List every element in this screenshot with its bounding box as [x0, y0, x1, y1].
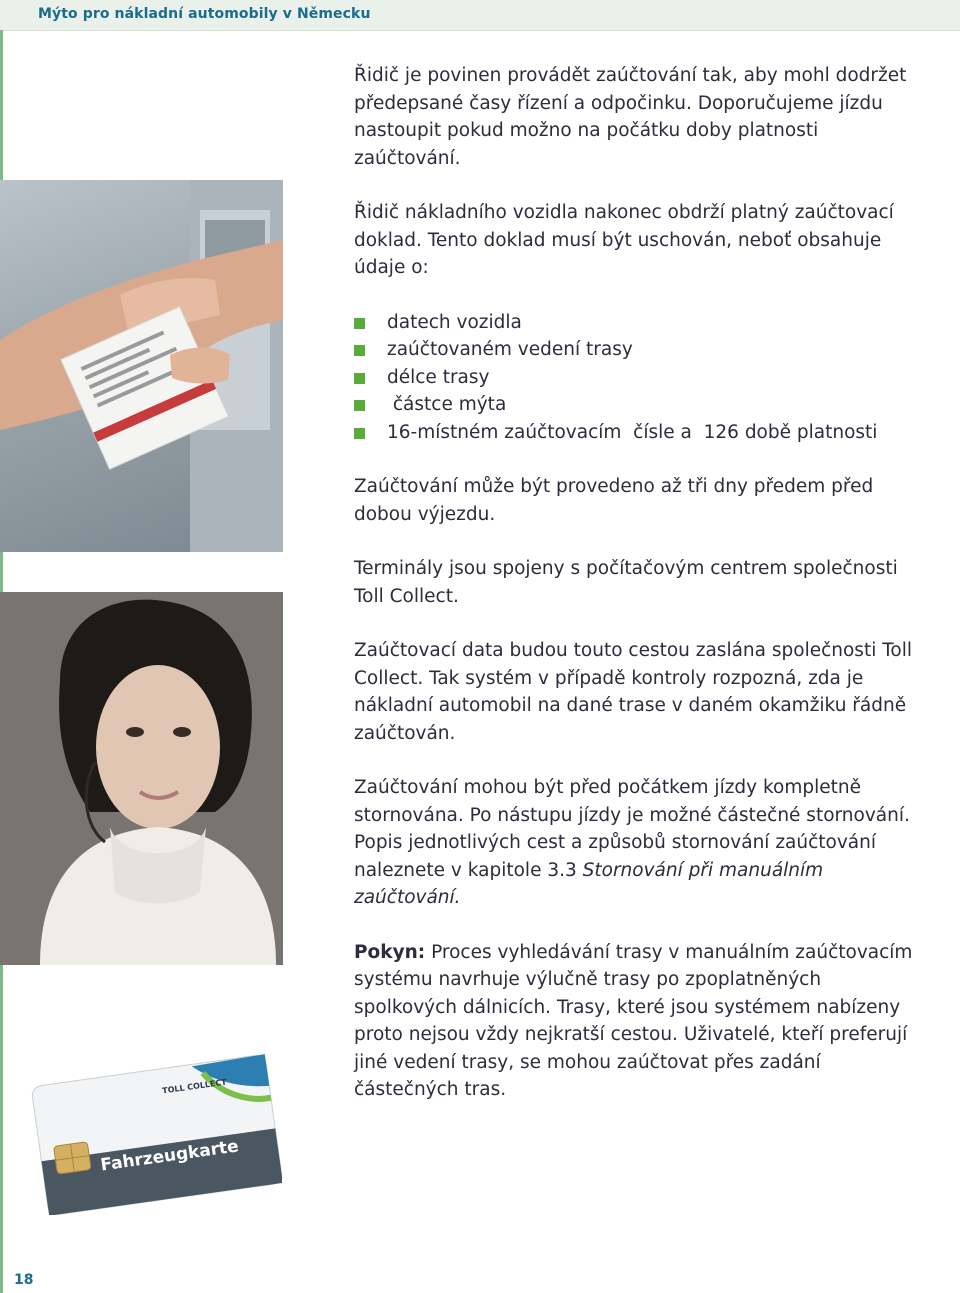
list-item: zaúčtovaném vedení trasy [354, 336, 914, 364]
paragraph-cancellation [354, 774, 914, 912]
card-brand-text: TOLL COLLECT [161, 1077, 228, 1096]
photo-hand-with-receipt [0, 180, 283, 552]
paragraph-driver-obligation: Řidič je povinen provádět zaúčtování tak, aby mohl dodržet předepsané časy řízení a odpočinku. Doporučujeme jízdu nastoupit pokud možno na počátku doby platnosti zaúčtování. [354, 65, 907, 169]
receipt-data-list [354, 309, 914, 447]
photo-vehicle-card [30, 1040, 282, 1215]
paragraph-receipt: Řidič nákladního vozidla nakonec obdrží platný zaúčtovací doklad. Tento doklad musí být uschován, neboť obsahuje údaje o: [354, 202, 894, 278]
page-header [0, 0, 960, 31]
card-label-text: Fahrzeugkarte [99, 1136, 240, 1176]
hand-receipt-illustration [0, 180, 283, 552]
note-label: Pokyn: [354, 941, 426, 963]
paragraph-note [354, 939, 914, 1104]
note-text: Proces vyhledávání trasy v manuálním zaúčtovacím systému navrhuje výlučně trasy po zpoplatněných spolkových dálnicích. Trasy, které jsou systémem nabízeny proto nejsou vždy nejkratší cestou. Uživatelé, kteří preferují jiné vedení trasy, se mohou zaúčtovat přes zadání částečných tras. [354, 941, 913, 1100]
paragraph-booking-data: Zaúčtovací data budou touto cestou zaslána společnosti Toll Collect. Tak systém v případě kontroly rozpozná, zda je nákladní automobil na dané trase v daném okamžiku řádně zaúčtován. [354, 640, 912, 744]
photo-operator-with-headset [0, 592, 283, 965]
cancellation-text: Zaúčtování mohou být před počátkem jízdy kompletně stornována. Po nástupu jízdy je možné částečné stornování. Popis jednotlivých cest a způsobů stornování zaúčtování naleznete v kapitole 3.3 [354, 777, 910, 881]
main-text [354, 62, 914, 1131]
paragraph-advance-booking: Zaúčtování může být provedeno až tři dny předem před dobou výjezdu. [354, 476, 874, 525]
list-item: částce mýta [354, 391, 914, 419]
header-title: Mýto pro nákladní automobily v Německu [38, 6, 371, 22]
paragraph-terminals: Terminály jsou spojeny s počítačovým centrem společnosti Toll Collect. [354, 558, 898, 607]
operator-illustration [0, 592, 283, 965]
list-item: datech vozidla [354, 309, 914, 337]
list-item: 16-místném zaúčtovacím čísle a 126 době platnosti [354, 419, 914, 447]
page-number: 18 [14, 1272, 34, 1288]
list-item: délce trasy [354, 364, 914, 392]
chapter-reference: Stornování při manuálním zaúčtování. [354, 859, 824, 908]
vehicle-card-illustration [30, 1040, 282, 1215]
page-number-tab [0, 1268, 3, 1293]
